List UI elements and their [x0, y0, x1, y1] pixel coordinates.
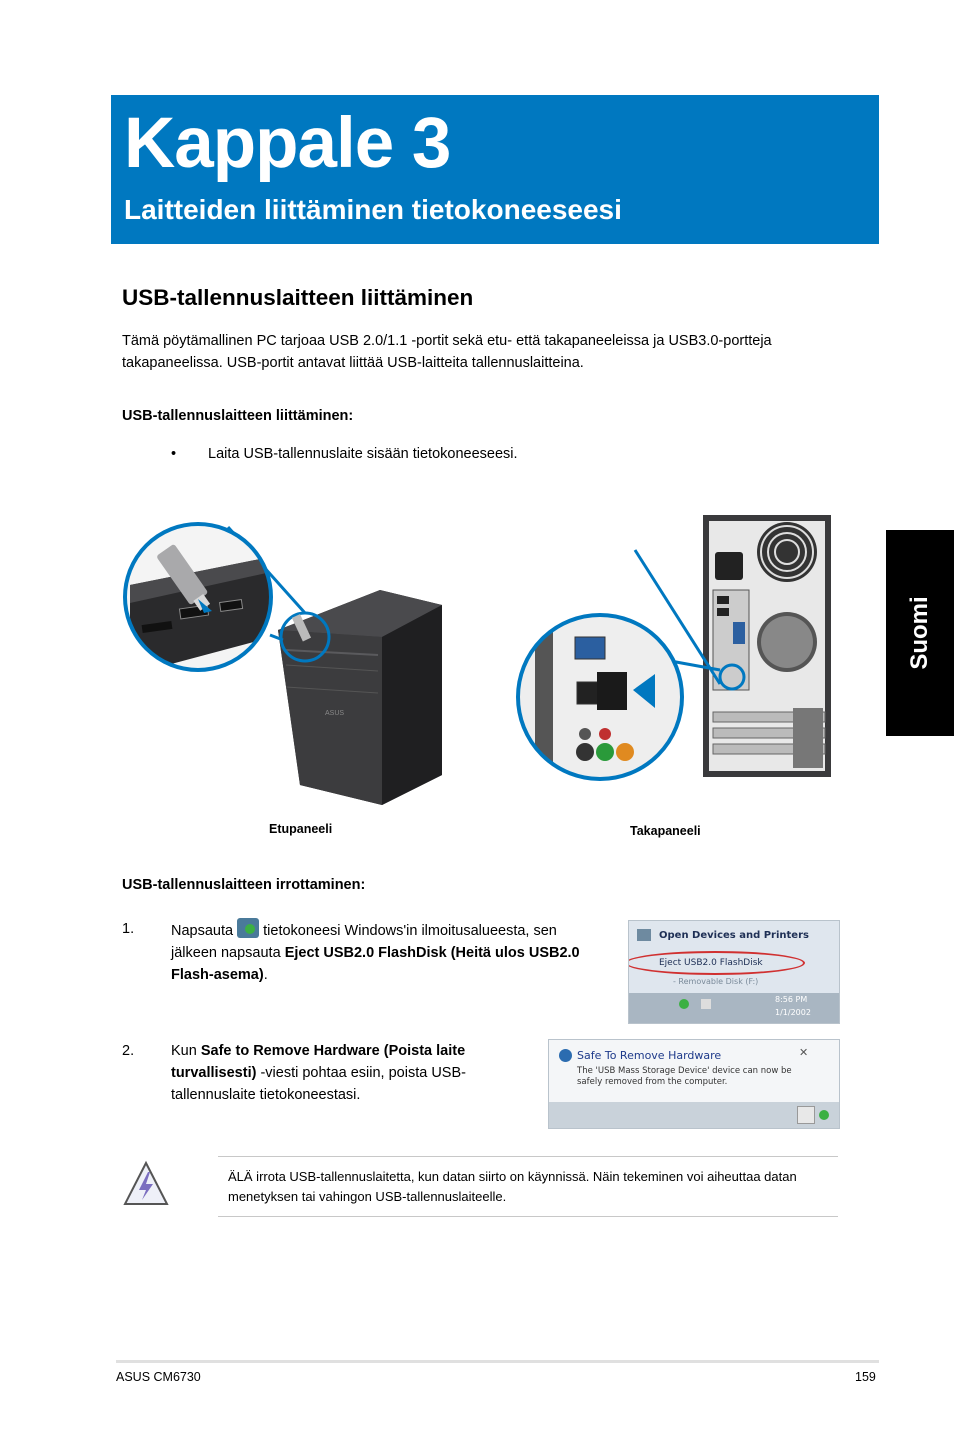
intro-paragraph: Tämä pöytämallinen PC tarjoaa USB 2.0/1.1 -portit sekä etu- että takapaneeleissa ja USB3.0-portteja takapaneelissa. USB-portit antavat liittää USB-laitteita tallennuslaitteina. — [122, 333, 772, 371]
tray-usb-icon[interactable] — [819, 1110, 829, 1120]
warning-icon — [122, 1160, 170, 1208]
rear-tower — [703, 515, 831, 777]
step2-rest: -viesti pohtaa esiin, poista USB-tallennuslaite tietokoneestasi. — [171, 1065, 466, 1103]
front-brand-label: ASUS — [325, 710, 345, 717]
notification-screenshot — [548, 1039, 840, 1129]
tray-usb-icon[interactable] — [679, 999, 689, 1009]
language-tab-label: Suomi — [906, 596, 933, 670]
tray-volume-icon[interactable] — [701, 999, 711, 1009]
connect-heading: USB-tallennuslaitteen liittäminen: — [122, 408, 354, 424]
footer-model: ASUS CM6730 — [116, 1370, 201, 1384]
step1-text — [171, 918, 601, 986]
safely-remove-tray-icon[interactable] — [237, 918, 259, 938]
connect-step: Laita USB-tallennuslaite sisään tietokoneeseesi. — [208, 446, 518, 462]
rear-caption: Takapaneeli — [630, 824, 701, 838]
info-icon — [559, 1049, 572, 1062]
step1-pre: Napsauta — [171, 923, 234, 939]
menu-removable-disk: - Removable Disk (F:) — [673, 977, 759, 986]
page-number: 159 — [855, 1370, 876, 1384]
chapter-banner — [111, 95, 879, 244]
step1-mid: tietokoneesi Windows'in ilmoitusalueesta, sen jälkeen napsauta — [171, 923, 557, 961]
note-top-rule — [218, 1156, 838, 1157]
front-panel-illustration — [120, 515, 460, 815]
footer-rule — [116, 1360, 879, 1363]
tray-menu-screenshot — [628, 920, 840, 1024]
tray-date: 1/1/2002 — [775, 1008, 811, 1017]
notification-taskbar — [549, 1102, 839, 1128]
menu-eject-flashdisk[interactable]: Eject USB2.0 FlashDisk — [659, 958, 763, 968]
highlight-ellipse — [628, 951, 805, 975]
step2-bold: Safe to Remove Hardware (Poista laite turvallisesti) — [171, 1043, 466, 1081]
language-tab — [886, 530, 954, 736]
rear-panel-illustration — [515, 512, 835, 782]
notification-title: Safe To Remove Hardware — [577, 1049, 722, 1062]
bullet-marker: • — [171, 446, 177, 462]
menu-open-devices[interactable]: Open Devices and Printers — [659, 930, 809, 941]
chapter-subtitle: Laitteiden liittäminen tietokoneeseesi — [124, 194, 622, 225]
step2-text — [171, 1040, 541, 1106]
chapter-title: Kappale 3 — [124, 104, 451, 183]
tray-time: 8:56 PM — [775, 995, 808, 1004]
step1-end: . — [263, 967, 268, 983]
step2-number: 2. — [122, 1043, 135, 1059]
front-caption: Etupaneeli — [269, 822, 333, 836]
section-title: USB-tallennuslaitteen liittäminen — [122, 285, 474, 310]
note-bottom-rule — [218, 1216, 838, 1217]
notification-message: The 'USB Mass Storage Device' device can now be safely removed from the computer. — [577, 1066, 792, 1087]
step2-pre: Kun — [171, 1043, 197, 1059]
note-text: ÄLÄ irrota USB-tallennuslaitetta, kun datan siirto on käynnissä. Näin tekeminen voi aiheuttaa datan menetyksen tai vahingon USB-tallennuslaiteelle. — [228, 1169, 797, 1204]
tray-square-icon — [797, 1106, 815, 1124]
close-icon[interactable]: ✕ — [799, 1046, 809, 1059]
remove-heading: USB-tallennuslaitteen irrottaminen: — [122, 877, 366, 893]
step1-number: 1. — [122, 921, 135, 937]
devices-icon — [637, 929, 651, 941]
step1-bold: Eject USB2.0 FlashDisk (Heitä ulos USB2.0 Flash-asema) — [171, 945, 580, 983]
